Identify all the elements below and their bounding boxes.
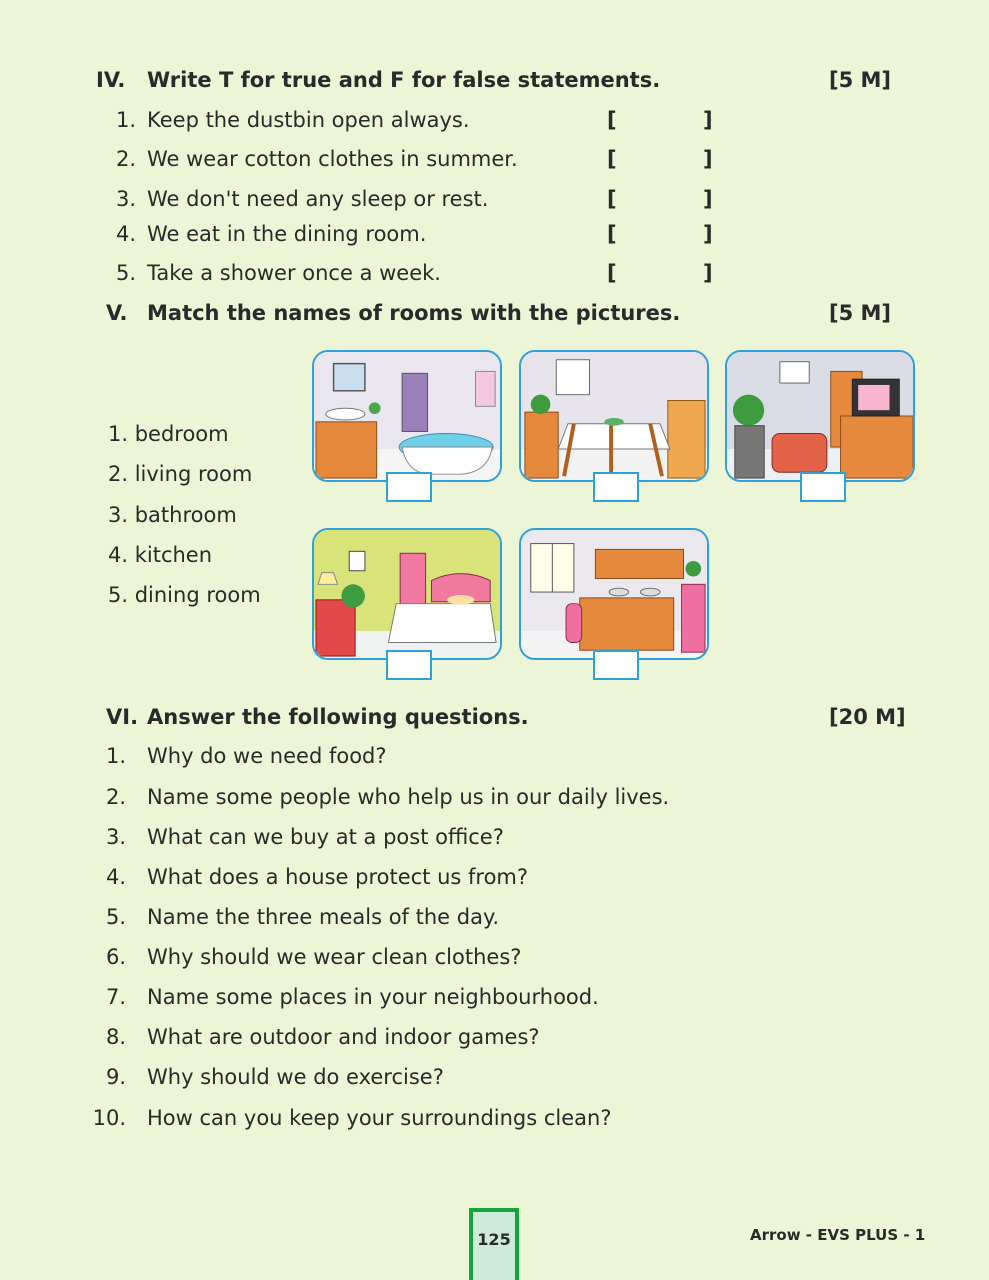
section-5-marks: [5 M]	[829, 301, 892, 325]
question-number: 8.	[105, 1025, 126, 1049]
section-6-number: VI.	[106, 705, 139, 729]
question-number: 4.	[105, 865, 126, 889]
room-label-kitchen: 4. kitchen	[108, 543, 213, 567]
answer-bracket-open[interactable]: [	[607, 187, 617, 211]
answer-box-dining-room[interactable]	[593, 472, 639, 502]
question-text: What are outdoor and indoor games?	[147, 1025, 540, 1049]
answer-bracket-close[interactable]: ]	[703, 187, 713, 211]
question-number: 7.	[105, 985, 126, 1009]
book-title: Arrow - EVS PLUS - 1	[750, 1226, 926, 1244]
room-label-bathroom: 3. bathroom	[108, 503, 237, 527]
section-6-marks: [20 M]	[829, 705, 906, 729]
bathroom-picture	[312, 350, 502, 482]
list-item: 4.	[115, 222, 136, 246]
answer-bracket-open[interactable]: [	[607, 261, 617, 285]
question-text: What can we buy at a post office?	[147, 825, 504, 849]
answer-bracket-open[interactable]: [	[607, 108, 617, 132]
question-number: 3.	[105, 825, 126, 849]
page-number: 125	[469, 1208, 519, 1280]
answer-bracket-close[interactable]: ]	[703, 108, 713, 132]
dining-room-picture	[519, 350, 709, 482]
question-text: How can you keep your surroundings clean?	[147, 1106, 612, 1130]
answer-bracket-open[interactable]: [	[607, 147, 617, 171]
question-text: Why do we need food?	[147, 744, 387, 768]
statement-text: We eat in the dining room.	[147, 222, 427, 246]
list-item: 1.	[115, 108, 136, 132]
section-5-title: Match the names of rooms with the pictures.	[147, 301, 681, 325]
list-item: 5.	[115, 261, 136, 285]
answer-bracket-close[interactable]: ]	[703, 147, 713, 171]
question-number: 10.	[92, 1106, 126, 1130]
question-number: 9.	[105, 1065, 126, 1089]
answer-bracket-close[interactable]: ]	[703, 222, 713, 246]
question-text: Name some places in your neighbourhood.	[147, 985, 599, 1009]
question-number: 1.	[105, 744, 126, 768]
section-4-number: IV.	[96, 68, 126, 92]
room-label-dining-room: 5. dining room	[108, 583, 261, 607]
kitchen-picture	[519, 528, 709, 660]
answer-box-bedroom[interactable]	[386, 650, 432, 680]
statement-text: We wear cotton clothes in summer.	[147, 147, 518, 171]
answer-box-living-room[interactable]	[800, 472, 846, 502]
answer-bracket-open[interactable]: [	[607, 222, 617, 246]
question-text: Name the three meals of the day.	[147, 905, 500, 929]
question-text: Name some people who help us in our daily lives.	[147, 785, 670, 809]
section-4-title: Write T for true and F for false statements.	[147, 68, 661, 92]
room-label-bedroom: 1. bedroom	[108, 422, 229, 446]
room-label-living-room: 2. living room	[108, 462, 253, 486]
question-text: Why should we wear clean clothes?	[147, 945, 522, 969]
list-item: 3.	[115, 187, 136, 211]
statement-text: Keep the dustbin open always.	[147, 108, 470, 132]
statement-text: Take a shower once a week.	[147, 261, 441, 285]
section-4-marks: [5 M]	[829, 68, 892, 92]
statement-text: We don't need any sleep or rest.	[147, 187, 489, 211]
question-text: What does a house protect us from?	[147, 865, 529, 889]
answer-bracket-close[interactable]: ]	[703, 261, 713, 285]
section-5-number: V.	[106, 301, 128, 325]
question-text: Why should we do exercise?	[147, 1065, 444, 1089]
question-number: 6.	[105, 945, 126, 969]
answer-box-kitchen[interactable]	[593, 650, 639, 680]
list-item: 2.	[115, 147, 136, 171]
section-6-title: Answer the following questions.	[147, 705, 529, 729]
answer-box-bathroom[interactable]	[386, 472, 432, 502]
question-number: 2.	[105, 785, 126, 809]
living-room-picture	[725, 350, 915, 482]
question-number: 5.	[105, 905, 126, 929]
bedroom-picture	[312, 528, 502, 660]
